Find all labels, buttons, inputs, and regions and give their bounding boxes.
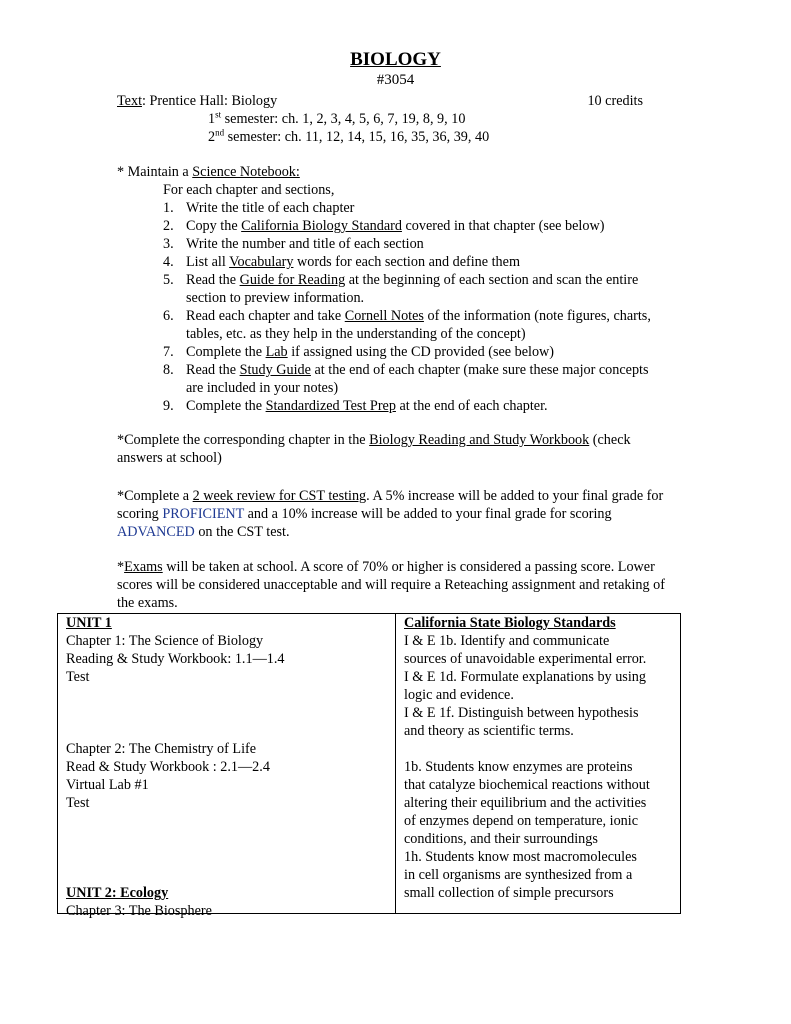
table-column-divider — [395, 614, 396, 913]
unit-row — [66, 704, 391, 722]
standard-row: small collection of simple precursors — [404, 885, 614, 901]
notebook-step — [163, 343, 653, 361]
unit-row — [66, 866, 391, 884]
step-number: 1. — [163, 200, 174, 216]
step-number: 4. — [163, 254, 174, 270]
step-text: Complete the — [186, 344, 266, 360]
textbook-name: Prentice Hall: Biology — [145, 93, 278, 109]
step-underlined-term: Cornell Notes — [344, 308, 424, 324]
standard-row: 1b. Students know enzymes are proteins — [404, 759, 633, 775]
standard-row: sources of unavoidable experimental error. — [404, 651, 647, 667]
advanced-label: ADVANCED — [117, 524, 195, 540]
step-text: at the beginning of each section and scan the entire section to preview information. — [186, 272, 639, 306]
unit-row: Virtual Lab #1 — [66, 777, 149, 793]
semester-2-line — [208, 128, 489, 146]
standard-row: I & E 1f. Distinguish between hypothesis — [404, 705, 639, 721]
exams-post: will be taken at school. A score of 70% or higher is considered a passing score. Lower scores will be considered unacceptable and will require a Reteaching assignment and retaking of the exams. — [117, 559, 665, 611]
course-number: #3054 — [376, 72, 415, 88]
standard-row: logic and evidence. — [404, 687, 514, 703]
step-underlined-term: California Biology Standard — [241, 218, 402, 234]
step-text: Write the number and title of each section — [186, 236, 424, 252]
step-text: Read the — [186, 362, 240, 378]
semester-1-ordinal: 1 — [208, 111, 216, 127]
workbook-post: (check answers at school) — [117, 432, 631, 466]
units-standards-table — [57, 613, 681, 919]
notebook-step — [163, 307, 653, 343]
unit-row: Chapter 1: The Science of Biology — [66, 633, 264, 649]
units-column — [66, 614, 391, 920]
workbook-pre: *Complete the corresponding chapter in the — [117, 432, 370, 448]
unit-row: UNIT 1 — [66, 615, 112, 631]
step-text: Write the title of each chapter — [186, 200, 355, 216]
cst-review-paragraph — [117, 487, 677, 541]
standard-row: that catalyze biochemical reactions without — [404, 777, 650, 793]
notebook-step — [163, 253, 653, 271]
unit-row: Test — [66, 795, 90, 811]
standard-row: 1h. Students know most macromolecules — [404, 849, 637, 865]
notebook-steps-list — [163, 199, 653, 415]
unit-row: UNIT 2: Ecology — [66, 885, 169, 901]
step-number: 5. — [163, 272, 174, 288]
credits: 10 credits — [587, 93, 643, 109]
unit-row — [66, 830, 391, 848]
review-pre: *Complete a — [117, 488, 193, 504]
standard-row: in cell organisms are synthesized from a — [404, 867, 633, 883]
standard-row: I & E 1d. Formulate explanations by using — [404, 669, 646, 685]
exams-pre: * — [117, 559, 125, 575]
semester-1-suffix: st — [215, 109, 222, 120]
page-title: BIOLOGY — [350, 49, 441, 70]
workbook-title: Biology Reading and Study Workbook — [369, 432, 590, 448]
workbook-paragraph — [117, 431, 677, 467]
semester-2-suffix: nd — [215, 127, 225, 138]
step-text: if assigned using the CD provided (see below) — [287, 344, 555, 360]
notebook-prefix: * Maintain a — [117, 164, 193, 180]
notebook-step — [163, 235, 653, 253]
unit-row: Test — [66, 669, 90, 685]
review-mid2: and a 10% increase will be added to your final grade for scoring — [244, 506, 612, 522]
notebook-step — [163, 361, 653, 397]
step-number: 6. — [163, 308, 174, 324]
science-notebook-label: Science Notebook: — [192, 164, 300, 180]
review-post: on the CST test. — [194, 524, 290, 540]
notebook-heading — [117, 163, 300, 181]
step-number: 8. — [163, 362, 174, 378]
unit-row — [66, 686, 391, 704]
notebook-intro: For each chapter and sections, — [163, 182, 335, 198]
step-text: Complete the — [186, 398, 266, 414]
semester-2-ordinal: 2 — [208, 129, 216, 145]
standard-row: altering their equilibrium and the activities — [404, 795, 647, 811]
step-text: Read the — [186, 272, 240, 288]
step-text: Read each chapter and take — [186, 308, 345, 324]
step-text: Copy the — [186, 218, 242, 234]
standard-row: California State Biology Standards — [404, 615, 616, 631]
semester-1-line — [208, 110, 465, 128]
standard-row — [404, 740, 680, 758]
step-underlined-term: Vocabulary — [229, 254, 294, 270]
unit-row — [66, 722, 391, 740]
exams-paragraph — [117, 558, 677, 612]
step-number: 7. — [163, 344, 174, 360]
notebook-step — [163, 397, 653, 415]
notebook-step — [163, 271, 653, 307]
unit-row: Read & Study Workbook : 2.1—2.4 — [66, 759, 270, 775]
step-text: words for each section and define them — [293, 254, 520, 270]
standard-row: I & E 1b. Identify and communicate — [404, 633, 610, 649]
step-underlined-term: Standardized Test Prep — [265, 398, 396, 414]
unit-row: Reading & Study Workbook: 1.1—1.4 — [66, 651, 285, 667]
step-underlined-term: Study Guide — [239, 362, 311, 378]
semester-2-chapters: semester: ch. 11, 12, 14, 15, 16, 35, 36, 39, 40 — [224, 129, 490, 145]
step-text: of the information (note figures, charts, tables, etc. as they help in the understanding of the concept) — [186, 308, 651, 342]
unit-row: Chapter 3: The Biosphere — [66, 903, 212, 919]
text-label: Text — [117, 93, 143, 109]
step-text: at the end of each chapter. — [395, 398, 548, 414]
proficient-label: PROFICIENT — [162, 506, 245, 522]
step-text: List all — [186, 254, 230, 270]
standards-column — [404, 614, 680, 902]
semester-1-chapters: semester: ch. 1, 2, 3, 4, 5, 6, 7, 19, 8, 9, 10 — [221, 111, 466, 127]
step-text: at the end of each chapter (make sure these major concepts are included in your notes) — [186, 362, 649, 396]
exams-label: Exams — [124, 559, 163, 575]
standard-row: conditions, and their surroundings — [404, 831, 598, 847]
unit-row — [66, 812, 391, 830]
notebook-step — [163, 199, 653, 217]
step-number: 3. — [163, 236, 174, 252]
step-underlined-term: Lab — [265, 344, 288, 360]
standard-row: of enzymes depend on temperature, ionic — [404, 813, 639, 829]
review-link-text: 2 week review for CST testing — [192, 488, 367, 504]
review-mid1: . A 5% increase will be added to your final grade for scoring — [117, 488, 664, 522]
textbook-line — [117, 92, 647, 110]
step-number: 2. — [163, 218, 174, 234]
step-underlined-term: Guide for Reading — [239, 272, 346, 288]
unit-row — [66, 848, 391, 866]
step-number: 9. — [163, 398, 174, 414]
step-text: covered in that chapter (see below) — [401, 218, 605, 234]
text-colon: : — [142, 93, 146, 109]
standard-row: and theory as scientific terms. — [404, 723, 574, 739]
notebook-step — [163, 217, 653, 235]
unit-row: Chapter 2: The Chemistry of Life — [66, 741, 257, 757]
